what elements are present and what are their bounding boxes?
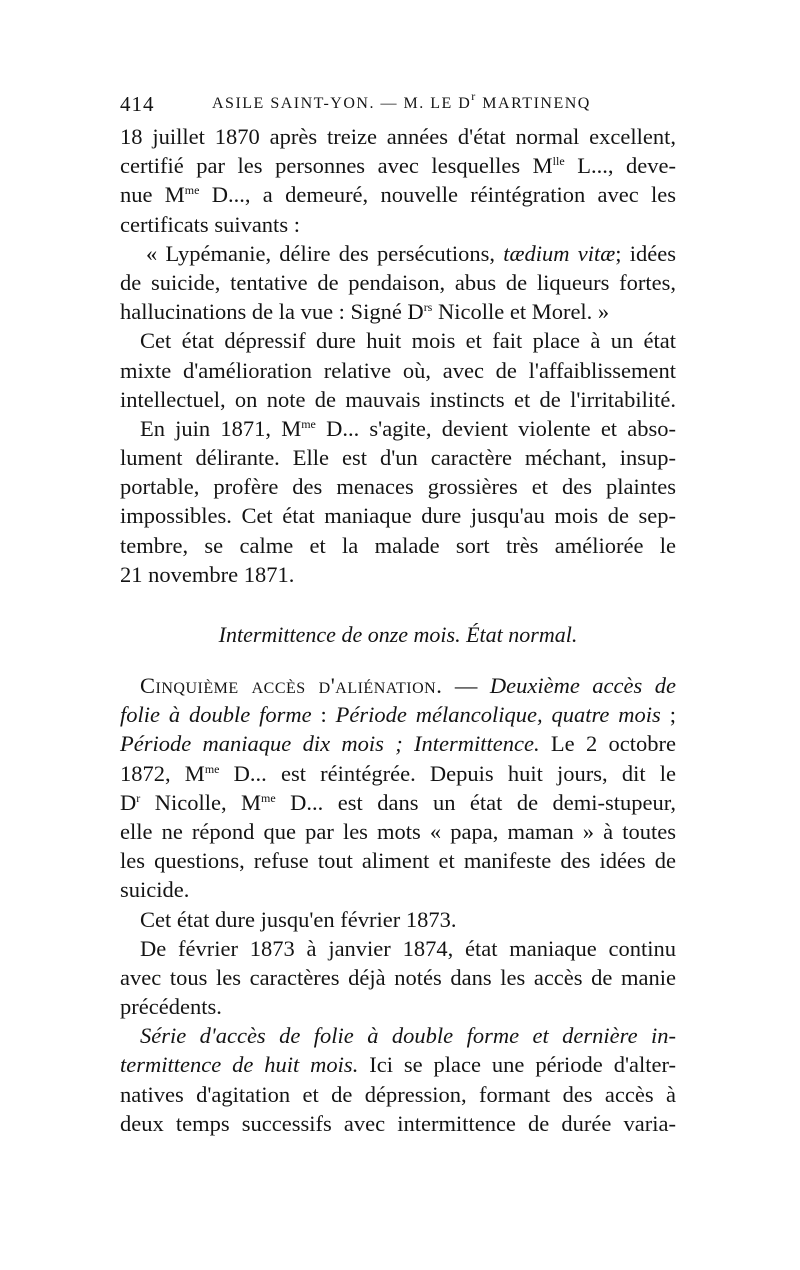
text-line: natives d'agitation et de dépression, formant des accès à (120, 1081, 676, 1107)
small-caps-span: Cinquième accès d'aliénation. (140, 673, 443, 698)
paragraph-5 (120, 671, 676, 905)
text-line: de suicide, tentative de pendaison, abus de liqueurs fortes, (120, 269, 676, 295)
text-line: mixte d'amélioration relative où, avec de l'affaiblissement (120, 357, 676, 383)
text-line (120, 180, 676, 209)
text-line: les questions, refuse tout aliment et manifeste des idées de (120, 848, 676, 874)
text-line: portable, profère des menaces grossières et des plaintes (120, 474, 676, 500)
superscript: rs (423, 300, 433, 315)
text-line: précédents. (120, 994, 222, 1020)
paragraph-1 (120, 122, 676, 239)
running-title-end: MARTINENQ (476, 95, 591, 112)
running-title-sup: r (471, 89, 477, 103)
text-span: L..., deve- (564, 153, 676, 179)
text-line: certificats suivants : (120, 211, 300, 237)
paragraph-7 (120, 934, 676, 1022)
text-span: En juin 1871, M (140, 415, 302, 441)
text-span: : (311, 702, 336, 728)
italic-span: termittence de huit mois. (120, 1052, 359, 1078)
paragraph-6 (120, 905, 676, 934)
section-heading: Intermittence de onze mois. État normal. (218, 622, 578, 647)
text-line (120, 729, 676, 758)
spacer (120, 589, 676, 620)
italic-span: tædium vitæ (503, 240, 616, 266)
text-span: D... s'agite, devient violente et abso- (315, 415, 676, 441)
text-span: Le 2 octobre (539, 731, 676, 757)
text-line: impossibles. Cet état maniaque dure jusqu'au mois de sep- (120, 503, 676, 529)
superscript: lle (552, 154, 565, 169)
text-line (120, 297, 676, 326)
text-line: 18 juillet 1870 après treize années d'état normal excellent, (120, 124, 676, 149)
text-span: D... est réintégrée. Depuis huit jours, dit le (219, 760, 676, 786)
superscript: me (301, 416, 316, 431)
text-line (120, 414, 676, 443)
text-span: Ici se place une période d'alter- (358, 1052, 677, 1078)
text-line (120, 671, 676, 700)
italic-span: Série d'accès de folie à double forme et dernière in- (140, 1023, 676, 1049)
text-span: D (120, 789, 137, 815)
text-line (120, 239, 676, 268)
text-span: ; (660, 702, 676, 728)
text-line (120, 788, 676, 817)
superscript: r (136, 790, 141, 805)
text-span: nue M (120, 182, 185, 208)
paragraph-4 (120, 414, 676, 589)
text-line: tembre, se calme et la malade sort très améliorée le (120, 532, 676, 558)
text-line (120, 1021, 676, 1050)
paragraph-quote (120, 239, 676, 327)
superscript: me (261, 790, 276, 805)
text-span: Nicolle, M (140, 789, 262, 815)
superscript: me (184, 183, 200, 198)
text-line (120, 151, 676, 180)
paragraph-3 (120, 326, 676, 414)
text-line: De février 1873 à janvier 1874, état maniaque continu (140, 935, 676, 961)
text-line: lument délirante. Elle est d'un caractère méchant, insup- (120, 445, 676, 471)
text-span: — (442, 673, 490, 698)
text-span: ; idées (615, 240, 676, 266)
spacer (120, 649, 676, 671)
running-header (120, 89, 676, 122)
text-line (120, 759, 676, 788)
running-title (212, 89, 591, 113)
paragraph-8 (120, 1021, 676, 1138)
text-span: certifié par les personnes avec lesquelles M (120, 153, 553, 179)
text-line: intellectuel, on note de mauvais instincts et de l'irritabilité. (120, 386, 676, 412)
text-line: suicide. (120, 877, 190, 903)
running-title-text: ASILE SAINT-YON. — M. LE D (212, 95, 472, 112)
italic-span: Période maniaque dix mois ; Intermittence. (120, 731, 540, 757)
text-line: elle ne répond que par les mots « papa, maman » à toutes (120, 818, 676, 844)
text-line: Cet état dépressif dure huit mois et fait place à un état (140, 328, 676, 354)
text-span: « Lypémanie, délire des persécutions, (146, 240, 504, 266)
page-number: 414 (120, 92, 155, 116)
text-line: deux temps successifs avec intermittence de durée varia- (120, 1110, 676, 1136)
superscript: me (204, 761, 220, 776)
text-line: 21 novembre 1871. (120, 561, 295, 587)
text-span: 1872, M (120, 760, 205, 786)
text-span: D... est dans un état de demi-stupeur, (275, 789, 677, 815)
italic-span: Période mélancolique, quatre mois (335, 702, 661, 728)
italic-span: Deuxième accès de (489, 673, 676, 698)
text-line: avec tous les caractères déjà notés dans les accès de manie (120, 964, 676, 990)
text-span: D..., a demeuré, nouvelle réintégration avec les (199, 182, 676, 208)
text-line (120, 700, 676, 729)
text-line (120, 1050, 676, 1079)
text-span: Nicolle et Morel. » (432, 299, 610, 325)
italic-span: folie à double forme (120, 702, 312, 728)
text-line: Cet état dure jusqu'en février 1873. (140, 906, 457, 932)
book-page (120, 89, 677, 1138)
text-span: hallucinations de la vue : Signé D (120, 299, 424, 325)
